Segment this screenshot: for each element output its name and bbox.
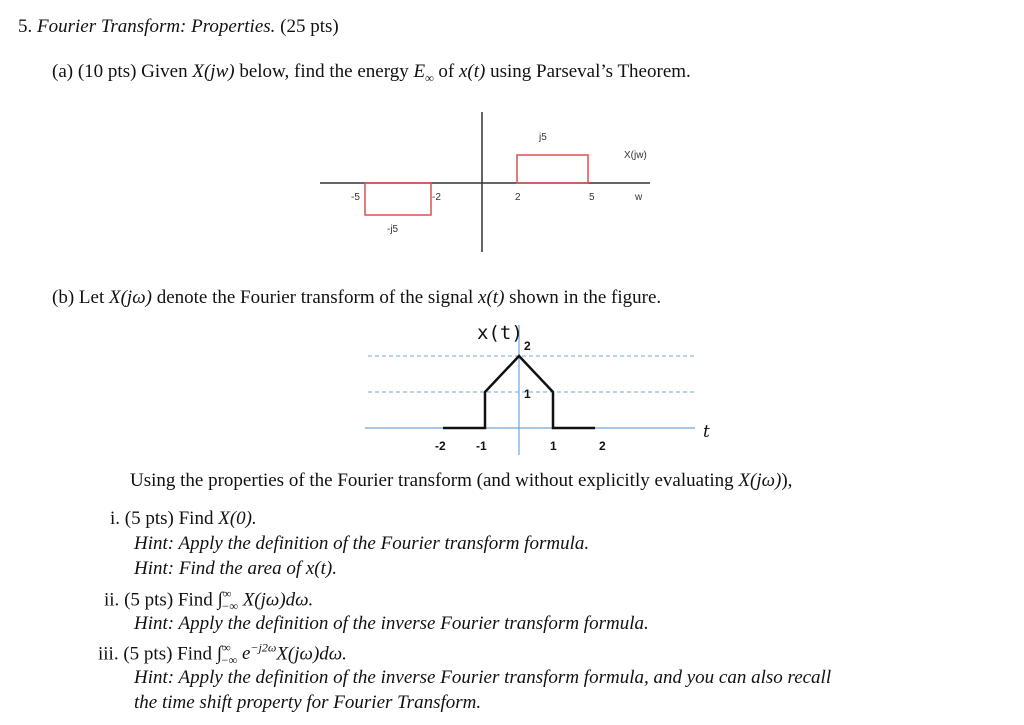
- item-points: (5 pts): [124, 589, 174, 611]
- figure-b-tick: 2: [599, 439, 606, 453]
- level-label: 1: [524, 387, 531, 401]
- problem-points: (25 pts): [280, 16, 339, 37]
- item-iii-hint-1: Hint: Apply the definition of the inverse Fourier transform formula, and you can also recall: [134, 667, 832, 688]
- part-a-xt: x(t): [458, 61, 486, 82]
- integral-upper: ∞: [222, 587, 232, 601]
- figure-a-tick: -2: [432, 192, 441, 203]
- item-i-hint-1: Hint: Apply the definition of the Fourier transform formula.: [134, 533, 590, 554]
- item-number: i.: [110, 508, 121, 529]
- integral-sign: ∫: [216, 643, 222, 665]
- exp-power: −j2ω: [250, 641, 277, 655]
- item-iii: [98, 641, 347, 668]
- part-b-text: shown in the figure.: [509, 287, 662, 308]
- item-ii: [104, 587, 313, 614]
- instructions: [130, 470, 792, 492]
- figure-a-axis-label: w: [635, 192, 643, 203]
- integral-lower: −∞: [220, 653, 238, 668]
- part-a-xjw: X(jw): [192, 61, 235, 82]
- integral-sign: ∫: [217, 589, 223, 611]
- item-iii-hint-2: the time shift property for Fourier Transform.: [134, 692, 482, 713]
- instructions-xjw: X(jω): [738, 470, 782, 491]
- item-expression: X(0).: [218, 508, 257, 529]
- part-a-label: (a): [52, 61, 74, 82]
- exponential: [242, 643, 276, 664]
- problem-number: 5.: [18, 16, 33, 37]
- figure-a-tick: 2: [515, 192, 521, 203]
- figure-b-y-label: x(t): [477, 322, 523, 344]
- part-b-xjw: X(jω): [108, 287, 152, 308]
- part-a-text: Given: [141, 61, 188, 82]
- item-points: (5 pts): [123, 643, 173, 665]
- figure-a-curve-label: X(jw): [624, 150, 647, 161]
- item-number: ii.: [104, 589, 120, 611]
- exp-base: e: [241, 643, 251, 665]
- peak-label: 2: [524, 339, 531, 353]
- part-b-text: Let: [78, 287, 105, 308]
- energy-letter: E: [413, 61, 426, 82]
- part-a-text: below, find the energy: [239, 61, 409, 82]
- item-expression: X(jω)dω.: [276, 643, 347, 665]
- integral-upper: ∞: [222, 641, 231, 655]
- part-b-text: denote the Fourier transform of the signal: [156, 287, 474, 308]
- energy-subscript: ∞: [425, 70, 434, 85]
- part-a-points: (10 pts): [77, 61, 137, 82]
- item-text: Find: [178, 508, 214, 529]
- figure-a-tick: -5: [351, 192, 360, 203]
- item-ii-hint-1: Hint: Apply the definition of the inverse Fourier transform formula.: [134, 613, 649, 634]
- figure-b-t-label: t: [703, 422, 710, 442]
- instructions-text: Using the properties of the Fourier transform (and without explicitly evaluating: [130, 470, 734, 491]
- item-text: Find: [177, 589, 213, 611]
- integral-lower: −∞: [221, 599, 238, 614]
- figure-b-tick: -2: [435, 439, 446, 453]
- part-b-label: (b): [52, 287, 75, 308]
- figure-b-tick: -1: [476, 439, 487, 453]
- figure-a-tick: 5: [589, 192, 595, 203]
- instructions-text: ),: [781, 470, 793, 491]
- integral: [217, 587, 238, 614]
- part-a-text: of: [438, 61, 455, 82]
- item-i: [110, 508, 257, 530]
- item-points: (5 pts): [124, 508, 174, 529]
- figure-b-tick: 1: [550, 439, 557, 453]
- part-b-xt: x(t): [478, 287, 505, 308]
- item-expression: X(jω)dω.: [242, 589, 314, 611]
- figure-a-bottom-label: -j5: [387, 224, 399, 235]
- figure-a-top-label: j5: [539, 132, 547, 143]
- problem-heading: Fourier Transform: Properties.: [37, 16, 276, 37]
- item-i-hint-2: Hint: Find the area of x(t).: [134, 558, 337, 579]
- part-a-text: using Parseval’s Theorem.: [490, 61, 691, 82]
- item-text: Find: [177, 643, 213, 665]
- item-number: iii.: [98, 643, 119, 665]
- integral: [216, 641, 238, 668]
